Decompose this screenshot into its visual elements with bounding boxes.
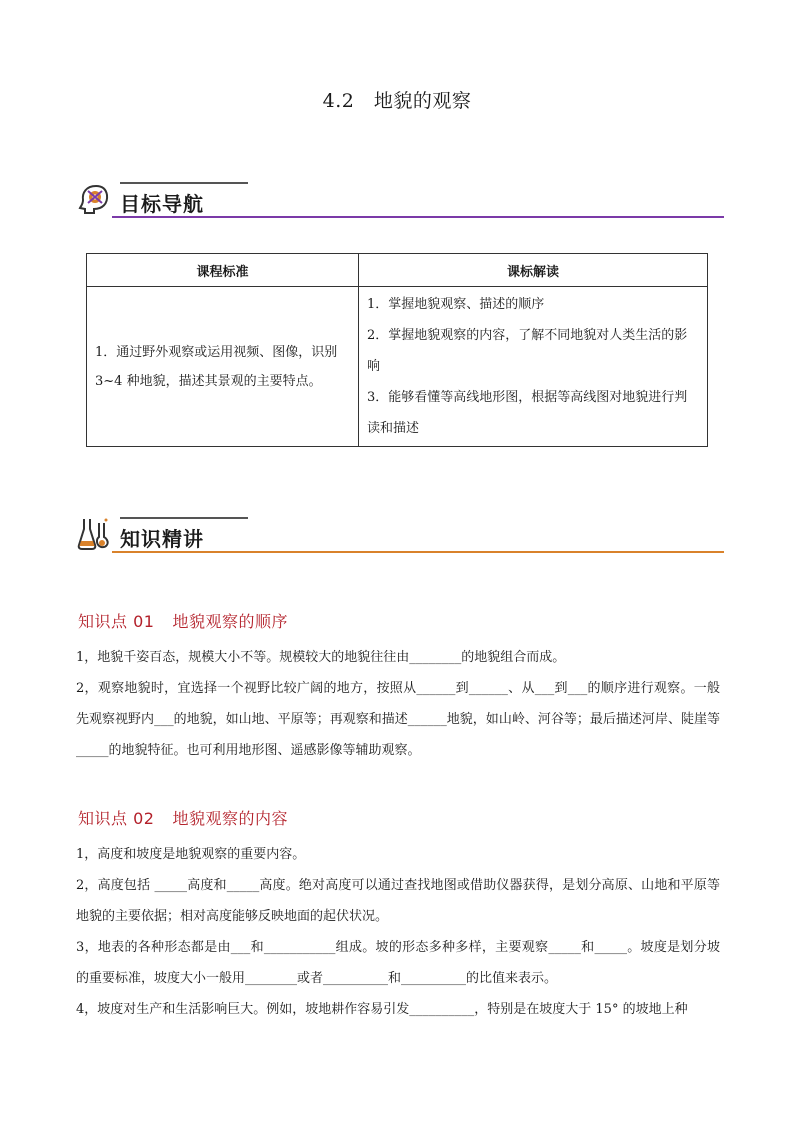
- goals-section-header: [76, 180, 724, 220]
- table-cell-standard: 1．通过野外观察或运用视频、图像，识别3~4 种地貌，描述其景观的主要特点。: [87, 287, 359, 447]
- paragraph: 1，高度和坡度是地貌观察的重要内容。: [76, 847, 306, 862]
- knowledge-section-header: [76, 515, 724, 555]
- knowledge-point-name: 地貌观察的内容: [172, 809, 288, 828]
- knowledge-point-body: [76, 642, 720, 766]
- table-header-interpretation: 课标解读: [359, 254, 708, 287]
- lab-flask-icon: [76, 515, 112, 551]
- knowledge-point-title: [78, 609, 288, 632]
- goals-section-rule: [112, 216, 724, 218]
- page-title: 4.2 地貌的观察: [322, 90, 472, 112]
- knowledge-point-name: 地貌观察的顺序: [172, 612, 288, 631]
- knowledge-point-number: 知识点 02: [78, 809, 155, 828]
- paragraph: 4，坡度对生产和生活影响巨大。例如，坡地耕作容易引发__________，特别是在坡度大于 15° 的坡地上种: [76, 1002, 688, 1017]
- knowledge-section-title: 知识精讲: [120, 527, 204, 551]
- paragraph: 1，地貌千姿百态，规模大小不等。规模较大的地貌往往由________的地貌组合而成。: [76, 650, 566, 665]
- curriculum-table: [86, 253, 708, 447]
- interpretation-item: 3．能够看懂等高线地形图，根据等高线图对地貌进行判读和描述: [367, 390, 688, 436]
- header-decor-line: [120, 517, 248, 519]
- knowledge-point-number: 知识点 01: [78, 612, 155, 631]
- knowledge-point-title: [78, 806, 288, 829]
- table-cell-interpretation: [359, 287, 708, 447]
- head-gear-icon: [76, 180, 112, 216]
- paragraph: 2，高度包括 _____高度和_____高度。绝对高度可以通过查找地图或借助仪器获得，是划分高原、山地和平原等地貌的主要依据；相对高度能够反映地面的起伏状况。: [76, 878, 720, 924]
- knowledge-point-body: [76, 839, 720, 1025]
- paragraph: 2，观察地貌时，宜选择一个视野比较广阔的地方，按照从______到______、从___到___的顺序进行观察。一般先观察视野内___的地貌，如山地、平原等；再观察和描述______地貌，如山岭、河谷等；最后描述河岸、陡崖等_____的地貌特征。也可利用地形图、遥感影像等辅助观察。: [76, 681, 720, 758]
- interpretation-item: 1．掌握地貌观察、描述的顺序: [367, 297, 545, 312]
- goals-section-title: 目标导航: [120, 192, 204, 216]
- paragraph: 3，地表的各种形态都是由___和___________组成。坡的形态多种多样，主要观察_____和_____。坡度是划分坡的重要标准，坡度大小一般用________或者__________和__________的比值来表示。: [76, 940, 720, 986]
- knowledge-section-rule: [112, 551, 724, 553]
- header-decor-line: [120, 182, 248, 184]
- table-header-standard: 课程标准: [87, 254, 359, 287]
- interpretation-item: 2．掌握地貌观察的内容，了解不同地貌对人类生活的影响: [367, 328, 688, 374]
